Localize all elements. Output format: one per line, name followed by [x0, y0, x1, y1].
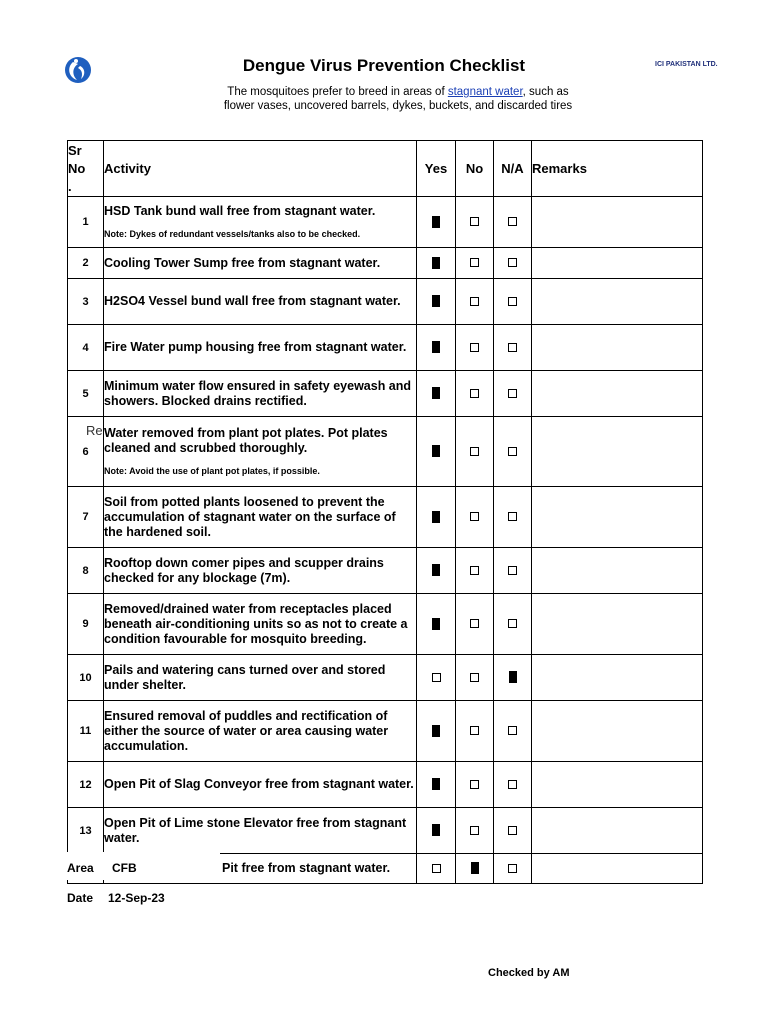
checkbox-cell-yes	[417, 417, 456, 487]
checkbox-cell-no	[456, 197, 494, 248]
checkbox-cell-no	[456, 762, 494, 808]
row-number: 7	[68, 487, 104, 548]
table-row	[68, 325, 703, 371]
checkbox-no[interactable]	[470, 780, 479, 789]
activity-text: Cooling Tower Sump free from stagnant water.	[104, 255, 381, 270]
checkbox-no[interactable]	[470, 447, 479, 456]
remarks-cell[interactable]	[532, 808, 703, 854]
checkbox-na[interactable]	[508, 389, 517, 398]
table-row	[68, 279, 703, 325]
header-yes: Yes	[417, 141, 456, 197]
activity-cell	[104, 548, 417, 594]
checkbox-no[interactable]	[470, 826, 479, 835]
checkbox-na[interactable]	[508, 343, 517, 352]
activity-text: H2SO4 Vessel bund wall free from stagnant water.	[104, 294, 401, 308]
checkbox-cell-no	[456, 808, 494, 854]
checkbox-cell-na	[494, 854, 532, 884]
checkbox-cell-na	[494, 248, 532, 279]
checkbox-cell-na	[494, 279, 532, 325]
header-sr-no: Sr No .	[68, 141, 104, 197]
checkbox-cell-yes	[417, 248, 456, 279]
checkbox-no[interactable]	[470, 566, 479, 575]
checkbox-yes[interactable]	[432, 257, 440, 269]
checkbox-yes[interactable]	[432, 725, 440, 737]
activity-text: Rooftop down comer pipes and scupper drains checked for any blockage (7m).	[104, 555, 384, 585]
checkbox-na[interactable]	[508, 726, 517, 735]
activity-text: Water removed from plant pot plates. Pot plates cleaned and scrubbed thoroughly.	[104, 426, 388, 455]
checkbox-cell-yes	[417, 487, 456, 548]
checkbox-na[interactable]	[508, 217, 517, 226]
table-row	[68, 701, 703, 762]
checkbox-cell-no	[456, 325, 494, 371]
checkbox-na[interactable]	[508, 619, 517, 628]
checkbox-yes[interactable]	[432, 778, 440, 790]
table-row	[68, 655, 703, 701]
table-row	[68, 487, 703, 548]
checked-by: Checked by AM	[488, 967, 570, 979]
table-row	[68, 762, 703, 808]
checkbox-cell-no	[456, 417, 494, 487]
checkbox-cell-no	[456, 854, 494, 884]
row-number: 12	[68, 762, 104, 808]
activity-cell	[104, 655, 417, 701]
activity-text: Pit free from stagnant water.	[222, 861, 391, 875]
activity-text: Removed/drained water from receptacles placed beneath air-conditioning units so as not to create a condition favourable for mosquito breeding.	[104, 601, 408, 646]
checkbox-na[interactable]	[508, 258, 517, 267]
activity-cell	[104, 594, 417, 655]
table-row	[68, 594, 703, 655]
header-activity: Activity	[104, 141, 417, 197]
checkbox-cell-yes	[417, 279, 456, 325]
activity-text: Soil from potted plants loosened to prevent the accumulation of stagnant water on the surface of the hardened soil.	[104, 494, 396, 539]
checkbox-yes[interactable]	[432, 673, 441, 682]
activity-text: Ensured removal of puddles and rectification of either the source of water or area causing water accumulation.	[104, 708, 389, 753]
table-header-row	[68, 141, 703, 197]
row-number: 3	[68, 279, 104, 325]
date-label: Date	[67, 891, 94, 905]
checkbox-cell-na	[494, 808, 532, 854]
remarks-cell[interactable]	[532, 854, 703, 884]
checkbox-cell-na	[494, 548, 532, 594]
checkbox-yes[interactable]	[432, 564, 440, 576]
checkbox-yes[interactable]	[432, 387, 440, 399]
checkbox-yes[interactable]	[432, 511, 440, 523]
checkbox-cell-na	[494, 594, 532, 655]
overflow-text: Re	[86, 423, 103, 438]
checkbox-cell-no	[456, 248, 494, 279]
date-value: 12-Sep-23	[108, 891, 165, 905]
activity-cell	[104, 762, 417, 808]
table-row	[68, 197, 703, 248]
checkbox-cell-yes	[417, 762, 456, 808]
subtitle-line2: flower vases, uncovered barrels, dykes, buckets, and discarded tires	[223, 100, 573, 112]
checkbox-cell-na	[494, 701, 532, 762]
checkbox-cell-na	[494, 371, 532, 417]
activity-text: Pails and watering cans turned over and stored under shelter.	[104, 662, 386, 692]
checkbox-yes[interactable]	[432, 295, 440, 307]
row-number: 5	[68, 371, 104, 417]
row-number: 13	[68, 808, 104, 854]
checkbox-yes[interactable]	[432, 824, 440, 836]
checkbox-yes[interactable]	[432, 216, 440, 228]
checkbox-cell-no	[456, 701, 494, 762]
checkbox-na[interactable]	[508, 826, 517, 835]
checkbox-cell-yes	[417, 655, 456, 701]
checkbox-cell-na	[494, 417, 532, 487]
activity-text: HSD Tank bund wall free from stagnant water.	[104, 204, 376, 218]
subtitle-text: The mosquitoes prefer to breed in areas of	[227, 86, 448, 98]
row-number: Re 6	[68, 417, 104, 487]
checkbox-na[interactable]	[509, 671, 517, 683]
checkbox-cell-na	[494, 197, 532, 248]
remarks-cell[interactable]	[532, 417, 703, 487]
checkbox-cell-no	[456, 594, 494, 655]
activity-note: Note: Avoid the use of plant pot plates, if possible.	[104, 466, 320, 476]
checkbox-na[interactable]	[508, 780, 517, 789]
checkbox-na[interactable]	[508, 566, 517, 575]
checkbox-no[interactable]	[470, 512, 479, 521]
activity-cell	[104, 487, 417, 548]
checkbox-na[interactable]	[508, 447, 517, 456]
checkbox-cell-no	[456, 655, 494, 701]
table-row	[68, 371, 703, 417]
activity-cell	[104, 371, 417, 417]
area-label: Area	[67, 861, 94, 875]
checkbox-cell-no	[456, 548, 494, 594]
remarks-cell[interactable]	[532, 548, 703, 594]
subtitle-text-end: , such as	[522, 86, 569, 98]
activity-cell	[104, 279, 417, 325]
checkbox-cell-no	[456, 487, 494, 548]
checkbox-no[interactable]	[470, 258, 479, 267]
remarks-cell[interactable]	[532, 325, 703, 371]
subtitle	[0, 85, 768, 113]
checkbox-cell-yes	[417, 548, 456, 594]
remarks-cell[interactable]	[532, 701, 703, 762]
header-no: No	[456, 141, 494, 197]
checkbox-cell-no	[456, 371, 494, 417]
remarks-cell[interactable]	[532, 762, 703, 808]
table-row	[68, 548, 703, 594]
checkbox-na[interactable]	[508, 512, 517, 521]
activity-cell	[104, 808, 417, 854]
checkbox-no[interactable]	[470, 343, 479, 352]
checkbox-cell-na	[494, 655, 532, 701]
checkbox-cell-yes	[417, 371, 456, 417]
checkbox-cell-yes	[417, 325, 456, 371]
activity-cell	[104, 701, 417, 762]
checkbox-yes[interactable]	[432, 864, 441, 873]
checkbox-cell-na	[494, 487, 532, 548]
checkbox-cell-na	[494, 325, 532, 371]
checkbox-cell-yes	[417, 594, 456, 655]
activity-text: Minimum water flow ensured in safety eyewash and showers. Blocked drains rectified.	[104, 378, 412, 408]
checkbox-no[interactable]	[470, 217, 479, 226]
checklist-table	[67, 140, 703, 884]
checkbox-cell-yes	[417, 197, 456, 248]
table-row	[68, 417, 703, 487]
row-number: 9	[68, 594, 104, 655]
checkbox-cell-yes	[417, 854, 456, 884]
row-number: 11	[68, 701, 104, 762]
remarks-cell[interactable]	[532, 487, 703, 548]
table-row	[68, 808, 703, 854]
activity-cell	[104, 197, 417, 248]
checkbox-yes[interactable]	[432, 445, 440, 457]
stagnant-water-link[interactable]: stagnant water	[447, 86, 523, 98]
company-name: ICI PAKISTAN LTD.	[655, 61, 718, 68]
checkbox-na[interactable]	[508, 864, 517, 873]
checkbox-yes[interactable]	[432, 618, 440, 630]
checkbox-no[interactable]	[470, 297, 479, 306]
remarks-cell[interactable]	[532, 248, 703, 279]
remarks-cell[interactable]	[532, 279, 703, 325]
row-number: 10	[68, 655, 104, 701]
area-value: CFB	[112, 861, 137, 875]
activity-cell	[104, 417, 417, 487]
checkbox-no[interactable]	[471, 862, 479, 874]
header-na: N/A	[494, 141, 532, 197]
activity-note: Note: Dykes of redundant vessels/tanks also to be checked.	[104, 229, 361, 239]
table-body	[68, 197, 703, 884]
activity-text: Open Pit of Lime stone Elevator free from stagnant water.	[104, 815, 407, 845]
activity-text: Fire Water pump housing free from stagnant water.	[104, 340, 407, 354]
remarks-cell[interactable]	[532, 655, 703, 701]
checkbox-cell-yes	[417, 701, 456, 762]
row-number: 8	[68, 548, 104, 594]
checkbox-cell-na	[494, 762, 532, 808]
checkbox-cell-yes	[417, 808, 456, 854]
row-number: 1	[68, 197, 104, 248]
checkbox-no[interactable]	[470, 389, 479, 398]
remarks-cell[interactable]	[532, 197, 703, 248]
page-title: Dengue Virus Prevention Checklist	[242, 56, 526, 75]
activity-text: Open Pit of Slag Conveyor free from stagnant water.	[104, 777, 414, 791]
checkbox-no[interactable]	[470, 673, 479, 682]
checkbox-no[interactable]	[470, 619, 479, 628]
remarks-cell[interactable]	[532, 594, 703, 655]
table-row	[68, 248, 703, 279]
header-remarks: Remarks	[532, 141, 703, 197]
checkbox-no[interactable]	[470, 726, 479, 735]
checkbox-cell-no	[456, 279, 494, 325]
row-number: 4	[68, 325, 104, 371]
checkbox-yes[interactable]	[432, 341, 440, 353]
row-number: 2	[68, 248, 104, 279]
activity-cell	[104, 248, 417, 279]
remarks-cell[interactable]	[532, 371, 703, 417]
activity-cell	[104, 325, 417, 371]
checkbox-na[interactable]	[508, 297, 517, 306]
